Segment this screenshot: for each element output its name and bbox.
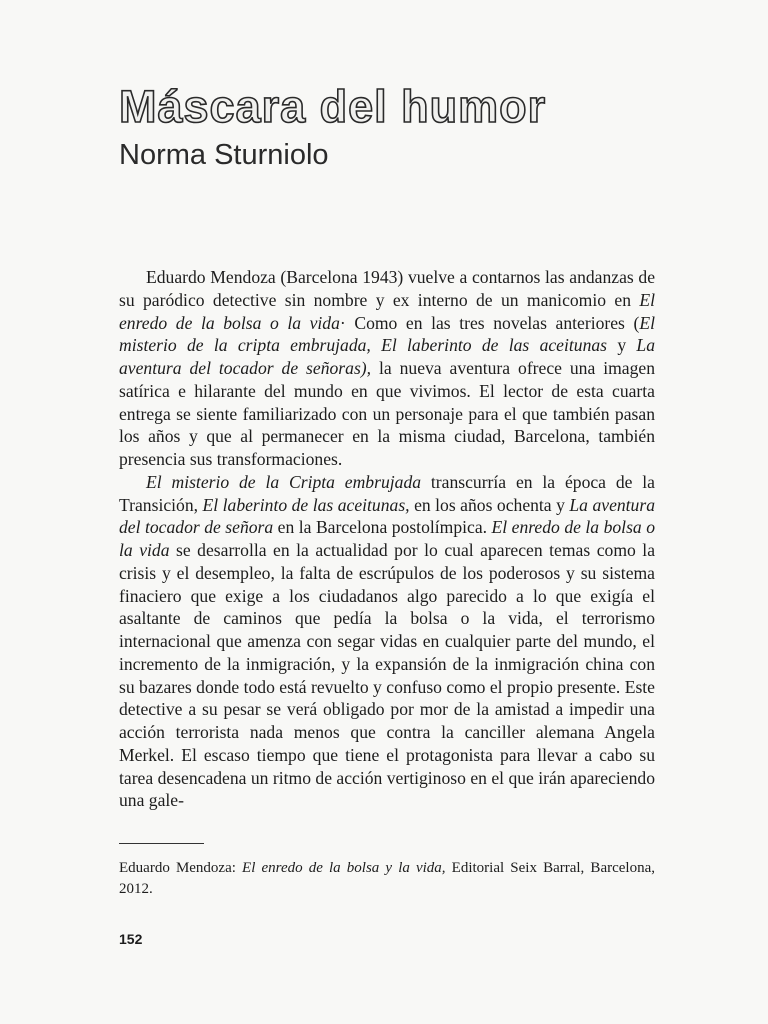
article-body: [119, 266, 655, 812]
footnote-divider: [119, 843, 204, 844]
body-text-run: en la Barcelona postolímpica.: [273, 517, 492, 538]
body-text-italic-run: La aventura del tocador de señoras),: [119, 335, 656, 378]
body-text-run: la nueva aventura ofrece una imagen satírica e hilarante del mundo en que vivimos. El lector de esta cuarta entrega se siente familiarizado con un personaje para el que también pasan los años y que al permanecer en la misma ciudad, Barcelona, también presencia sus transformaciones.: [119, 358, 655, 469]
article-title: Máscara del humor: [119, 81, 547, 132]
body-text-run: se desarrolla en la actualidad por lo cual aparecen temas como la crisis y el desempleo, la falta de escrúpulos de los poderosos y su sistema finaciero que exige a los ciudadanos algo parecido a lo que exigía el asaltante de caminos que pedía la bolsa o la vida, el terrorismo internacional que amenza con segar vidas en cualquier parte del mundo, el incremento de la inmigración, y la expansión de la inmigración china con su bazares donde todo está revuelto y confuso como el propio presente. Este detective a su pesar se verá obligado por mor de la amistad a impedir una acción terrorista nada menos que contra la canciller alemana Angela Merkel. El escaso tiempo que tiene el protagonista para llevar a cabo su tarea desencadena un ritmo de acción vertiginoso en el que irán apareciendo una gale-: [119, 540, 656, 811]
body-text-run: Eduardo Mendoza (Barcelona 1943) vuelve a contarnos las andanzas de su paródico detective sin nombre y ex interno de un manicomio en: [119, 267, 655, 310]
body-text-run: en los años ochenta y: [409, 494, 570, 515]
body-text-italic-run: El misterio de la cripta embrujada, El laberinto de las aceitunas: [119, 312, 655, 356]
body-text-italic-run: El enredo de la bolsa o la vida: [119, 517, 655, 560]
footnote: [119, 858, 655, 900]
body-text-run: · Como en las tres novelas anteriores (: [339, 312, 640, 333]
body-text-italic-run: El enredo de la bolsa o la vida: [119, 289, 655, 333]
body-text-run: transcurría en la época de la Transición,: [119, 471, 655, 515]
body-text-italic-run: La aventura del tocador de señora: [119, 494, 655, 538]
page-number: 152: [119, 931, 143, 947]
body-paragraph: [119, 266, 655, 471]
footnote-text-run: Editorial Seix Barral, Barcelona, 2012.: [119, 860, 655, 897]
body-text-italic-run: El misterio de la Cripta embrujada: [146, 471, 422, 492]
body-paragraph: [119, 471, 655, 812]
footnote-text-italic-run: El enredo de la bolsa y la vida,: [242, 860, 446, 876]
body-text-run: y: [607, 335, 637, 356]
footnote-text-run: Eduardo Mendoza:: [119, 860, 243, 876]
article-author: Norma Sturniolo: [119, 139, 329, 171]
body-text-italic-run: El laberinto de las aceitunas,: [202, 494, 410, 515]
